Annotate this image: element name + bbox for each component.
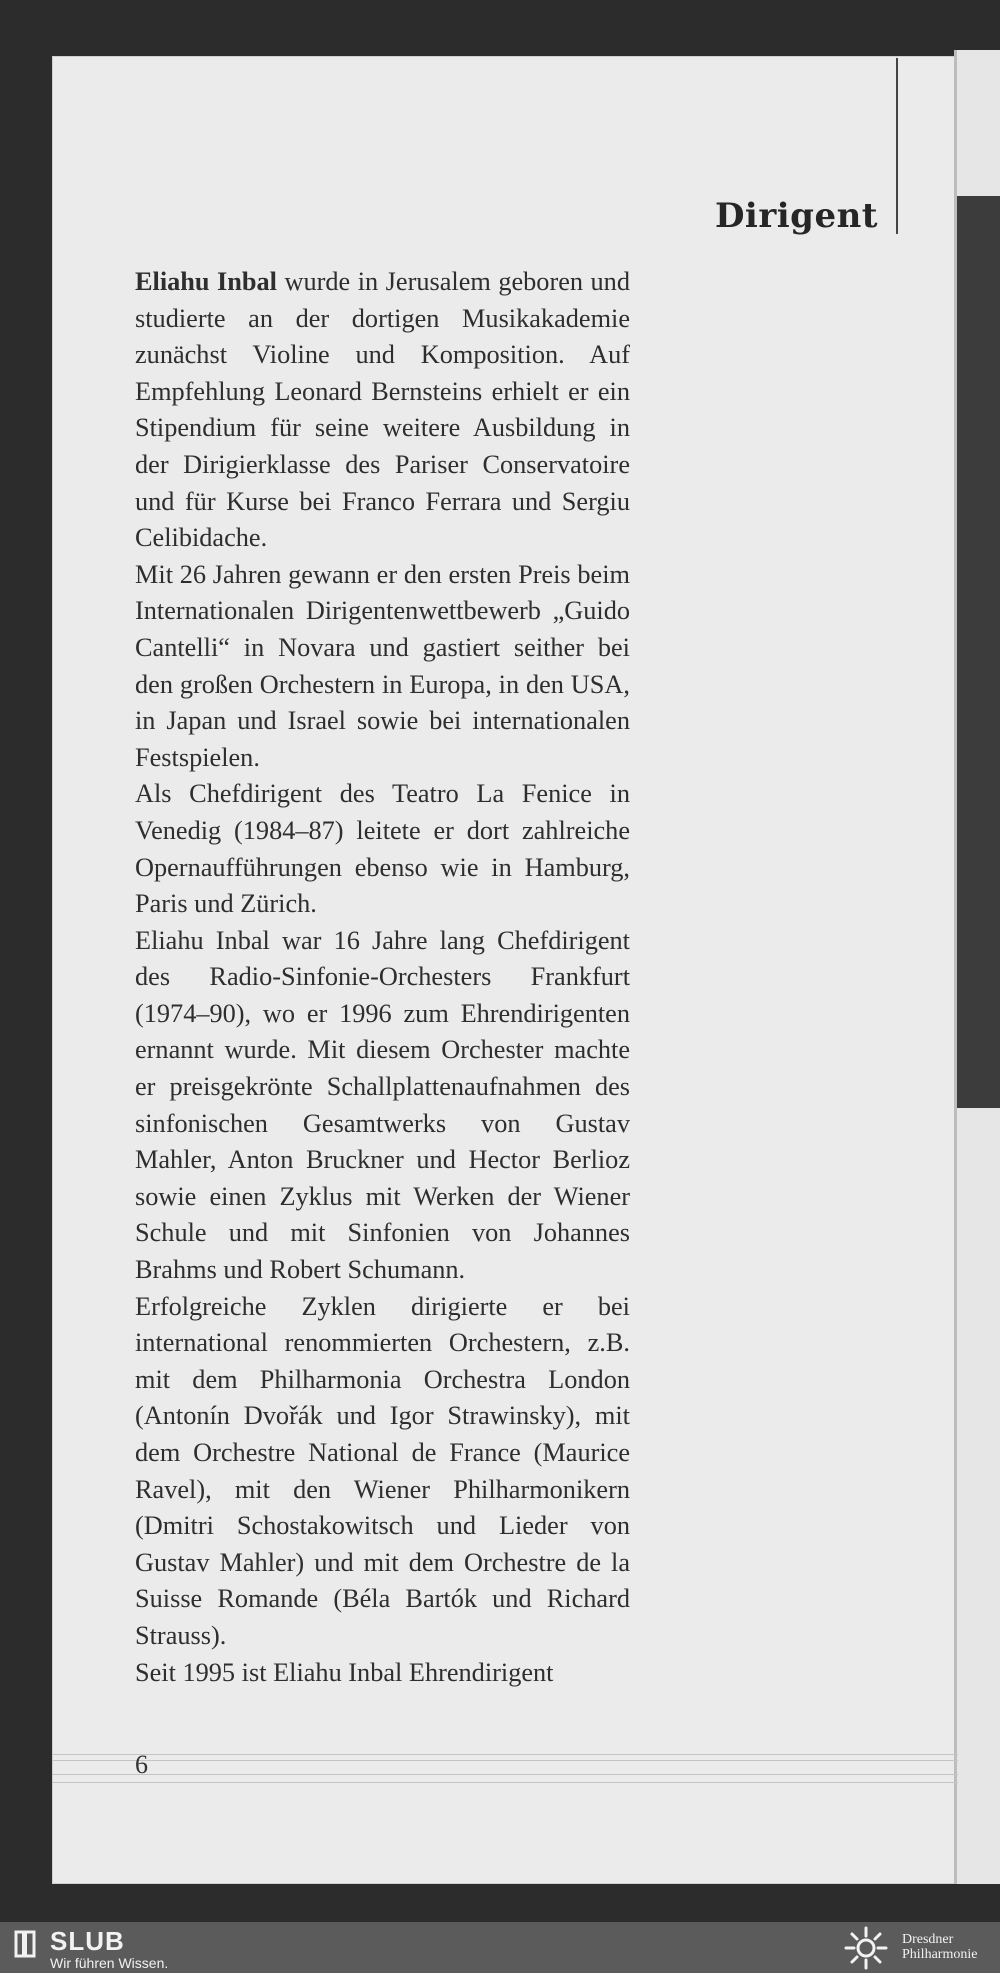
partner-name-line-1: Dresdner xyxy=(902,1932,954,1947)
book-logo-icon xyxy=(14,1930,38,1958)
page-heading: Dirigent xyxy=(714,196,878,236)
page-number: 6 xyxy=(135,1750,148,1779)
footer-rule xyxy=(52,1760,958,1761)
paragraph-2: Mit 26 Jahren gewann er den ersten Preis beim Internationalen Dirigentenwettbewerb „Guido Cantelli“ in Novara und gastiert seither bei den großen Orchestern in Europa, in den USA, in Japan und Israel sowie bei internationalen Festspielen. xyxy=(135,559,630,772)
paragraph-1 xyxy=(135,264,630,557)
paragraph-3: Als Chefdirigent des Teatro La Fenice in Venedig (1984–87) leitete er dort zahlreiche Opernaufführungen ebenso wie in Hamburg, Paris und Zürich. xyxy=(135,779,630,919)
paragraph-6: Seit 1995 ist Eliahu Inbal Ehrendirigent xyxy=(135,1657,554,1687)
paragraph-5: Erfolgreiche Zyklen dirigierte er bei international renommierten Orchestern, z.B. mit dem Philharmonia Orchestra London (Antonín Dvořák und Igor Strawinsky), mit dem Orchestre National de France (Maurice Ravel), mit den Wiener Philharmonikern (Dmitri Schostakowitsch und Lieder von Gustav Mahler) und mit dem Orchestre de la Suisse Romande (Béla Bartók und Richard Strauss). xyxy=(135,1291,630,1650)
dark-page-strip xyxy=(957,196,1000,1108)
sunburst-logo-icon[interactable] xyxy=(842,1924,890,1972)
viewer-footer xyxy=(0,1922,1000,1973)
footer-rule xyxy=(52,1774,958,1775)
header-rule xyxy=(896,58,898,234)
footer-rule xyxy=(52,1754,958,1755)
partner-name-line-2: Philharmonie xyxy=(902,1947,978,1962)
partner-name xyxy=(902,1932,977,1962)
lead-name: Eliahu Inbal xyxy=(135,267,277,296)
library-tagline: Wir führen Wissen. xyxy=(50,1955,169,1971)
paragraph-4: Eliahu Inbal war 16 Jahre lang Chefdirigent des Radio-Sinfonie-Orchesters Frankfurt (1974–90), wo er 1996 zum Ehrendirigenten ernannt wurde. Mit diesem Orchester machte er preisgekrönte Schallplattenaufnahmen des sinfonischen Gesamtwerks von Gustav Mahler, Anton Bruckner und Hector Berlioz sowie einen Zyklus mit Werken der Wiener Schule und mit Sinfonien von Johannes Brahms und Robert Schumann. xyxy=(135,925,630,1285)
paragraph-1-text: wurde in Jerusalem geboren und studierte an der dortigen Musikakademie zunächst Violine und Komposition. Auf Empfehlung Leonard Bernsteins erhielt er ein Stipendium für seine weitere Ausbildung in der Dirigierklasse des Pariser Conservatoire und für Kurse bei Franco Ferrara und Sergiu Celibidache. xyxy=(135,267,630,553)
library-name[interactable]: SLUB xyxy=(50,1926,125,1956)
footer-rule xyxy=(52,1782,958,1783)
biography-text xyxy=(135,264,630,1691)
